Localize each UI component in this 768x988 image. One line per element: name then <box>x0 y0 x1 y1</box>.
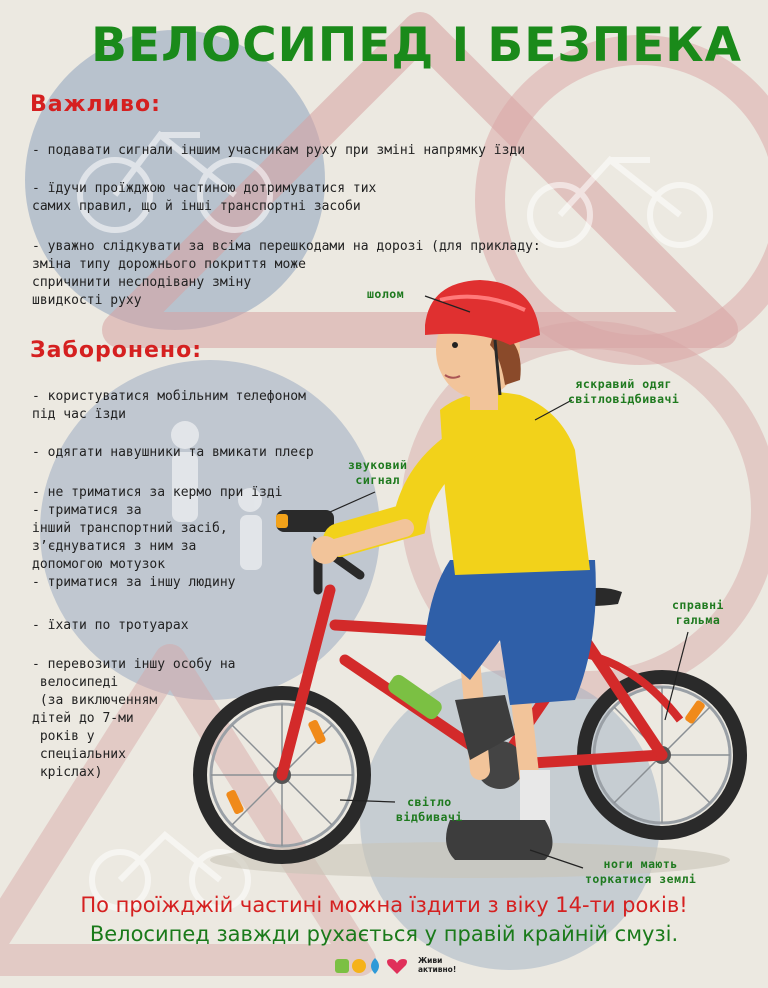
forbidden-item-5: - перевозити іншу особу на велосипеді (за виключенням дітей до 7-ми років у спеціальних кріслах) <box>32 657 236 780</box>
important-item-1: - подавати сигнали іншим учасникам руху при зміні напрямку їзди <box>32 143 526 158</box>
logo-square-icon <box>335 959 349 973</box>
logo-drop-icon <box>371 958 379 974</box>
label-feet-ground: ноги мають торкатися землі <box>585 857 697 886</box>
important-item-3: - уважно слідкувати за всіма перешкодами на дорозі (для прикладу: зміна типу дорожнього покриття може спричинити несподівану зміну швидкості руху <box>32 239 541 308</box>
age-rule-text: По проїжджій частині можна їздити з віку 14-ти років! <box>80 893 688 917</box>
label-sound-signal: звуковий сигнал <box>348 458 408 487</box>
important-heading: Важливо: <box>30 92 161 117</box>
label-helmet: шолом <box>367 287 405 301</box>
right-lane-rule-text: Велосипед завжди рухається у правій крайній смузі. <box>89 922 679 946</box>
label-reflectors: світло відбивачі <box>396 795 463 824</box>
forbidden-item-2: - одягати навушники та вмикати плеєр <box>32 445 314 460</box>
logo-circle-icon <box>352 959 366 973</box>
label-bright-clothing: яскравий одяг світловідбивачі <box>568 377 680 406</box>
forbidden-heading: Заборонено: <box>30 338 203 363</box>
logo-heart-icon <box>387 959 407 974</box>
important-item-2: - їдучи проїжджою частиною дотримуватися тих самих правил, що й інші транспортні засоби <box>32 181 377 214</box>
forbidden-item-3: - не триматися за кермо при їзді - триматися за інший транспортний засіб, з’єднуватися з ним за допомогою мотузок - триматися за іншу людину <box>32 485 283 590</box>
logo-text: Живи активно! <box>418 956 457 974</box>
page-title: ВЕЛОСИПЕД І БЕЗПЕКА <box>91 18 742 73</box>
forbidden-item-1: - користуватися мобільним телефоном під час їзди <box>32 389 306 422</box>
label-brakes: справні гальма <box>672 598 724 627</box>
forbidden-item-4: - їхати по тротуарах <box>32 618 189 633</box>
